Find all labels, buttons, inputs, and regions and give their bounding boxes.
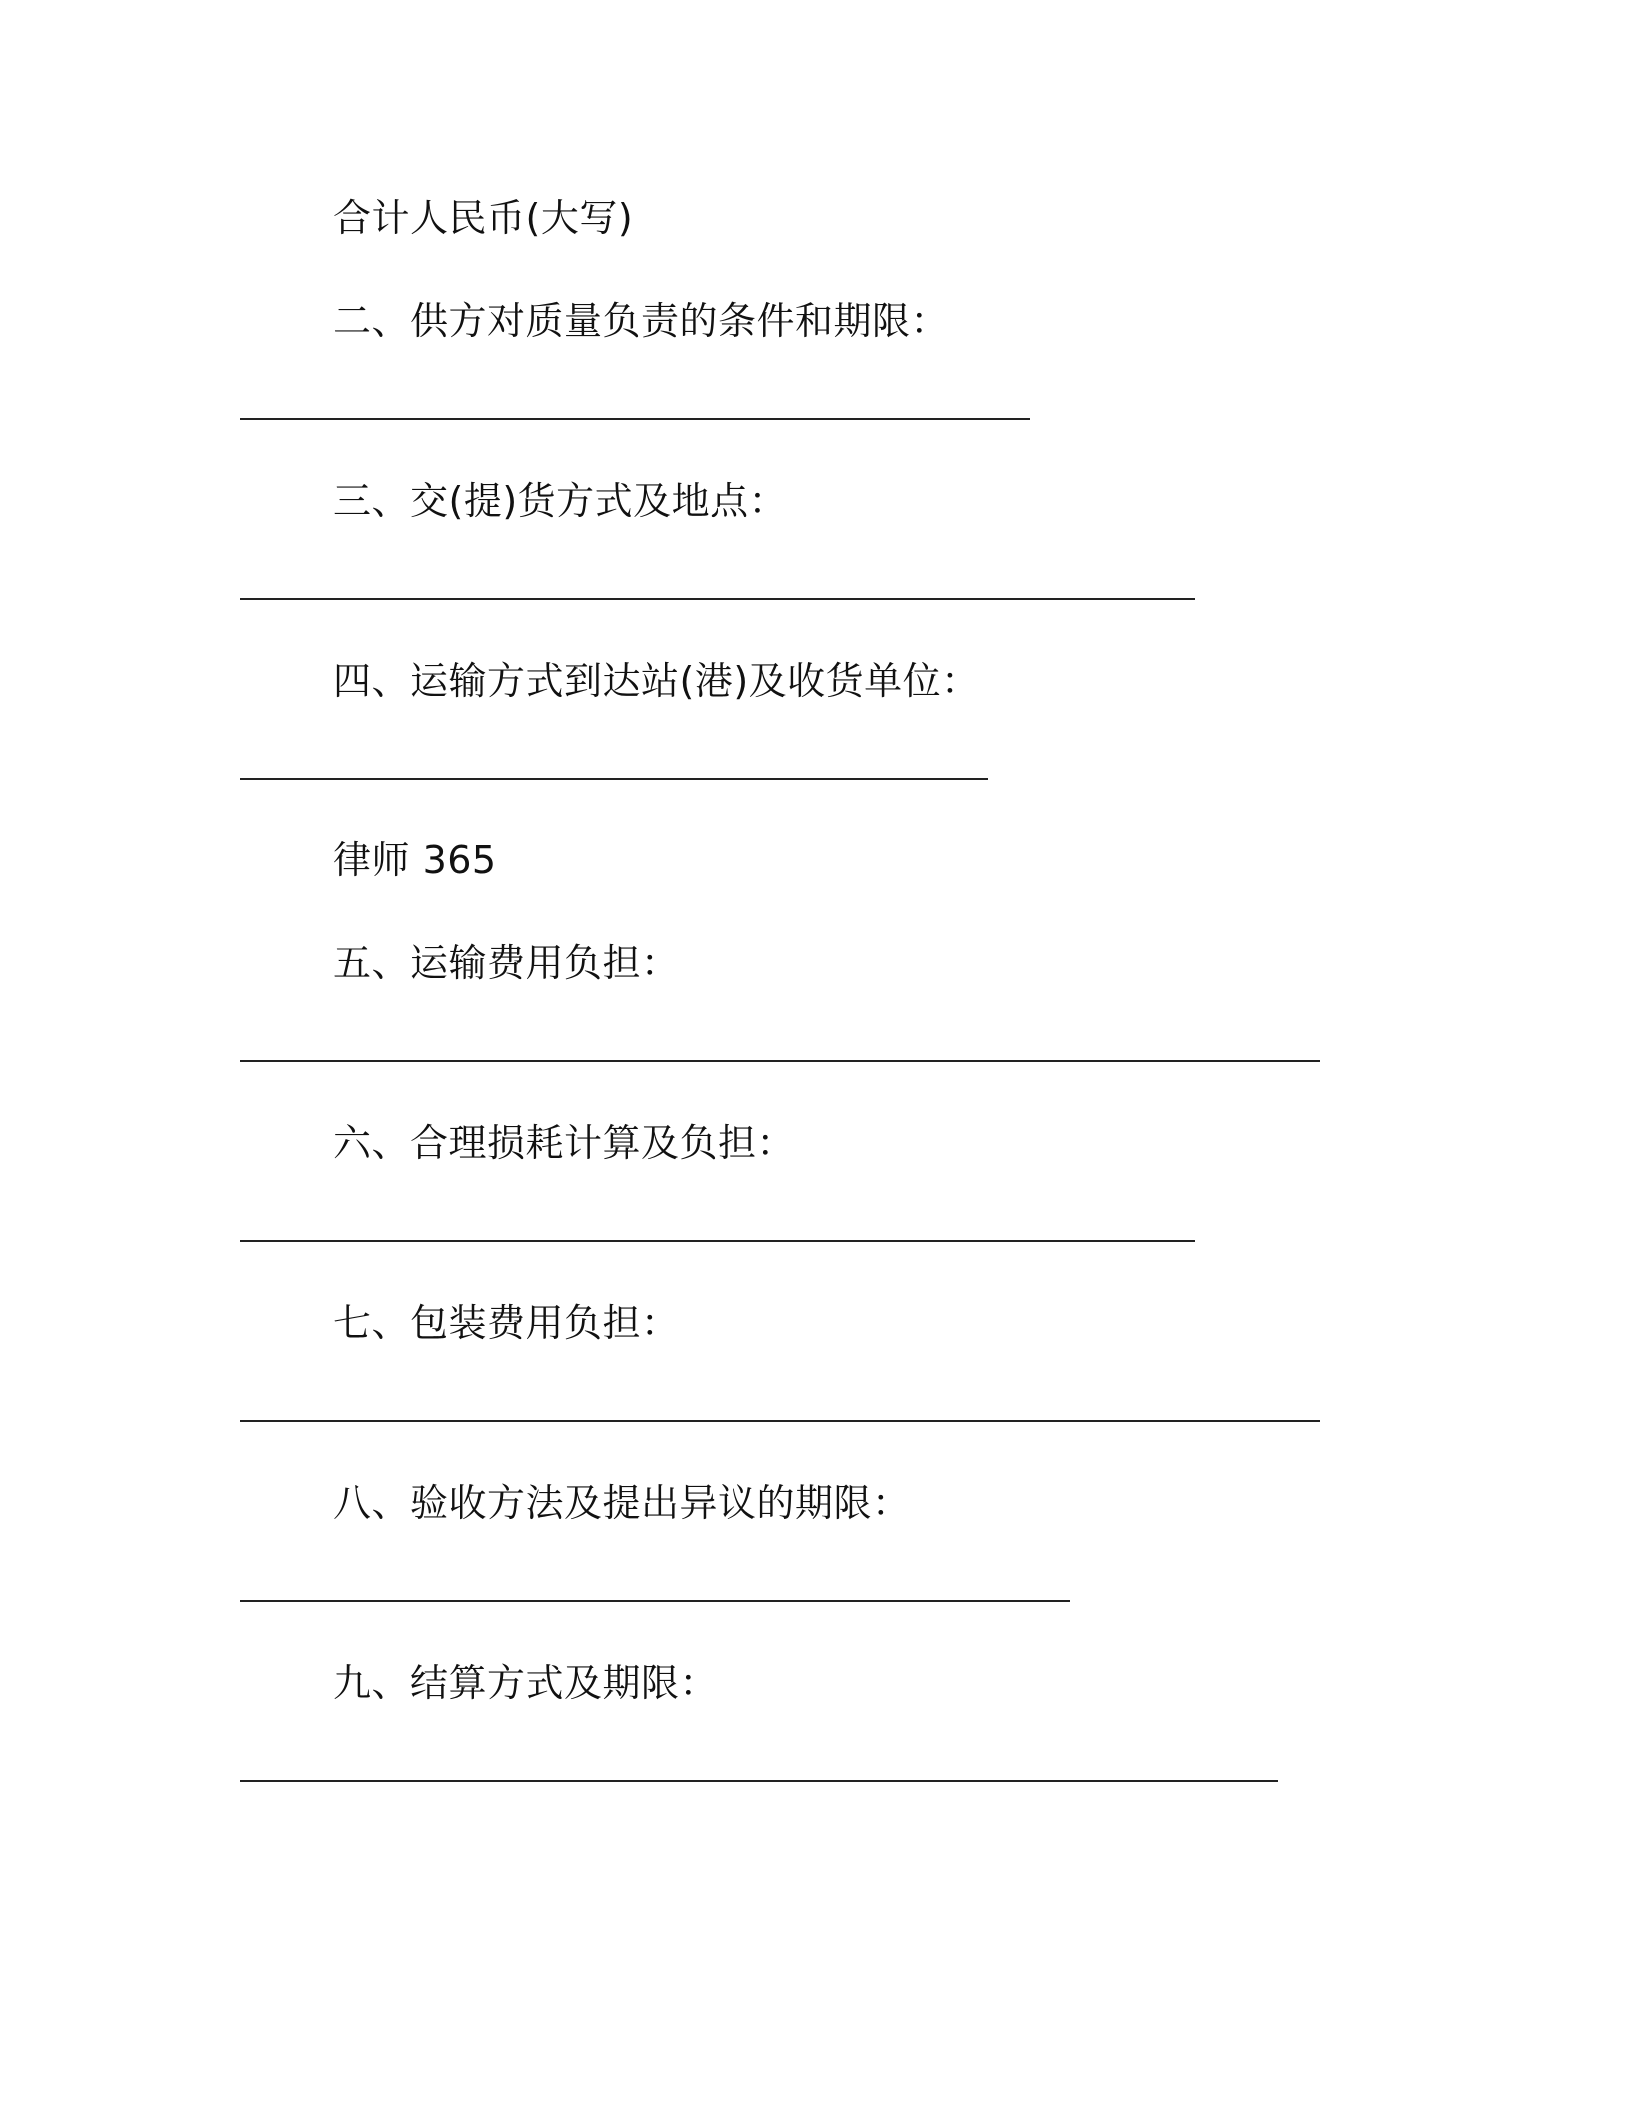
- clause-7-fill-line: [240, 1420, 1320, 1422]
- clause-6-fill-line: [240, 1240, 1195, 1242]
- clause-9-fill-line: [240, 1780, 1278, 1782]
- clause-3-fill-line: [240, 598, 1195, 600]
- clause-9-heading: 九、结算方式及期限：: [333, 1661, 719, 1705]
- clause-3-heading: 三、交(提)货方式及地点：: [333, 479, 788, 523]
- clause-8-fill-line: [240, 1600, 1070, 1602]
- clause-7-heading: 七、包装费用负担：: [333, 1301, 680, 1345]
- clause-4-heading: 四、运输方式到达站(港)及收货单位：: [333, 659, 980, 703]
- watermark-text: 律师 365: [333, 838, 497, 882]
- clause-4-fill-line: [240, 778, 988, 780]
- clause-8-heading: 八、验收方法及提出异议的期限：: [333, 1481, 911, 1525]
- total-rmb-uppercase-label: 合计人民币(大写): [333, 196, 634, 240]
- clause-2-heading: 二、供方对质量负责的条件和期限：: [333, 299, 950, 343]
- clause-6-heading: 六、合理损耗计算及负担：: [333, 1121, 796, 1165]
- clause-2-fill-line: [240, 418, 1030, 420]
- clause-5-fill-line: [240, 1060, 1320, 1062]
- clause-5-heading: 五、运输费用负担：: [333, 941, 680, 985]
